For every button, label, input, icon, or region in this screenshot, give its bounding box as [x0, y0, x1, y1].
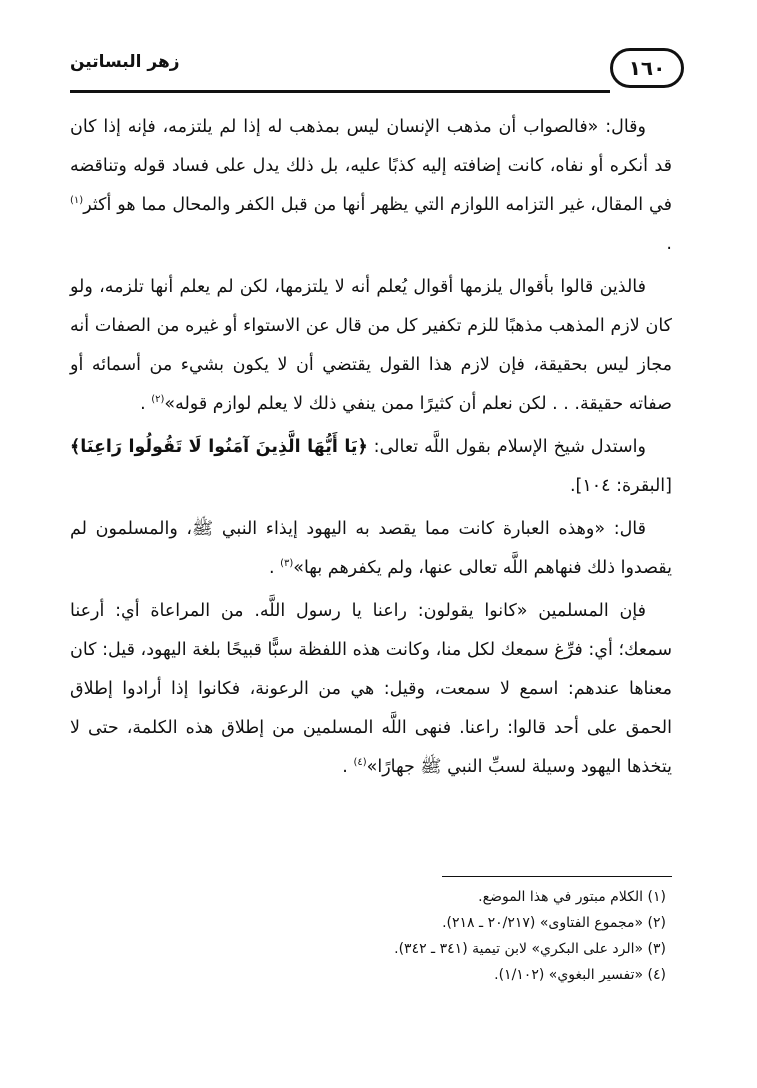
footnotes: [70, 884, 672, 988]
paragraph-text: [البقرة: ١٠٤].: [569, 476, 672, 496]
footnote-2: (٢) «مجموع الفتاوى» (٢٠/٢١٧ ـ ٢١٨).: [442, 915, 666, 931]
paragraph-text: .: [140, 394, 152, 414]
main-text: [70, 108, 672, 791]
paragraph-text: وقال: «فالصواب أن مذهب الإنسان ليس بمذهب له إذا لم يلتزمه، فإنه إذا كان قد أنكره أو نفاه، كانت إضافته إليه كذبًا عليه، بل ذلك يدل على فساد قوله وتناقضه في المقال، غير التزامه اللوازم التي يظهر أنها من قبل الكفر والمحال مما هو أكثر: [70, 117, 672, 215]
paragraph-text: .: [268, 558, 281, 578]
paragraph-text: واستدل شيخ الإسلام بقول اللَّه تعالى:: [367, 437, 646, 457]
footnote-reference: (٢): [151, 394, 165, 406]
footnote-4: (٤) «تفسير البغوي» (١/١٠٢).: [494, 967, 666, 983]
paragraph: [70, 428, 672, 506]
footnote-divider: [442, 876, 672, 877]
footnote-3: (٣) «الرد على البكري» لابن تيمية (٣٤١ ـ ٣٤٢).: [394, 941, 666, 957]
footnote-reference: (٤): [353, 757, 367, 769]
header-divider: [70, 90, 610, 93]
paragraph: [70, 108, 672, 264]
page-header: [70, 48, 672, 94]
paragraph: [70, 268, 672, 424]
running-title: زهر البساتين: [70, 52, 180, 72]
paragraph-text: .: [342, 757, 354, 777]
footnote-reference: (١): [70, 195, 84, 207]
paragraph-text: فإن المسلمين «كانوا يقولون: راعنا يا رسول اللَّه. من المراعاة أي: أرعنا سمعك؛ أي: فرِّغ سمعك لكل منا، وكانت هذه اللفظة سبًّا قبيحًا بلغة اليهود، قيل: كان معناها عندهم: اسمع لا سمعت، وقيل: هي من الرعونة، فكانوا إذا أرادوا إطلاق الحمق على أحد قالوا: راعنا. فنهى اللَّه المسلمين من إطلاق هذه الكلمة، حتى لا يتخذها اليهود وسيلة لسبِّ النبي ﷺ جهارًا»: [70, 601, 672, 777]
quran-verse: ﴿يَا أَيُّهَا الَّذِينَ آمَنُوا لَا تَقُولُوا رَاعِنَا﴾: [70, 437, 368, 457]
paragraph-text: قال: «وهذه العبارة كانت مما يقصد به اليهود إيذاء النبي ﷺ، والمسلمون لم يقصدوا ذلك فنهاهم اللَّه تعالى عنها، ولم يكفرهم بها»: [70, 519, 672, 578]
footnote-reference: (٣): [280, 558, 294, 570]
paragraph-text: فالذين قالوا بأقوال يلزمها أقوال يُعلم أنه لا يلتزمها، لكن لم يعلم أنها تلزمه، ولو كان لازم المذهب مذهبًا للزم تكفير كل من قال عن الاستواء أو غيره من الصفات أنه مجاز ليس بحقيقة، فإن لازم هذا القول يقتضي أن لا يكون بشيء من أسمائه أو صفاته حقيقة. . . لكن نعلم أن كثيرًا ممن ينفي ذلك لا يعلم لوازم قوله»: [70, 277, 672, 414]
paragraph: [70, 510, 672, 588]
paragraph: [70, 592, 672, 787]
footnote-1: (١) الكلام مبتور في هذا الموضع.: [478, 889, 666, 905]
paragraph-text: .: [666, 234, 672, 254]
page-number: ١٦٠: [610, 48, 684, 88]
